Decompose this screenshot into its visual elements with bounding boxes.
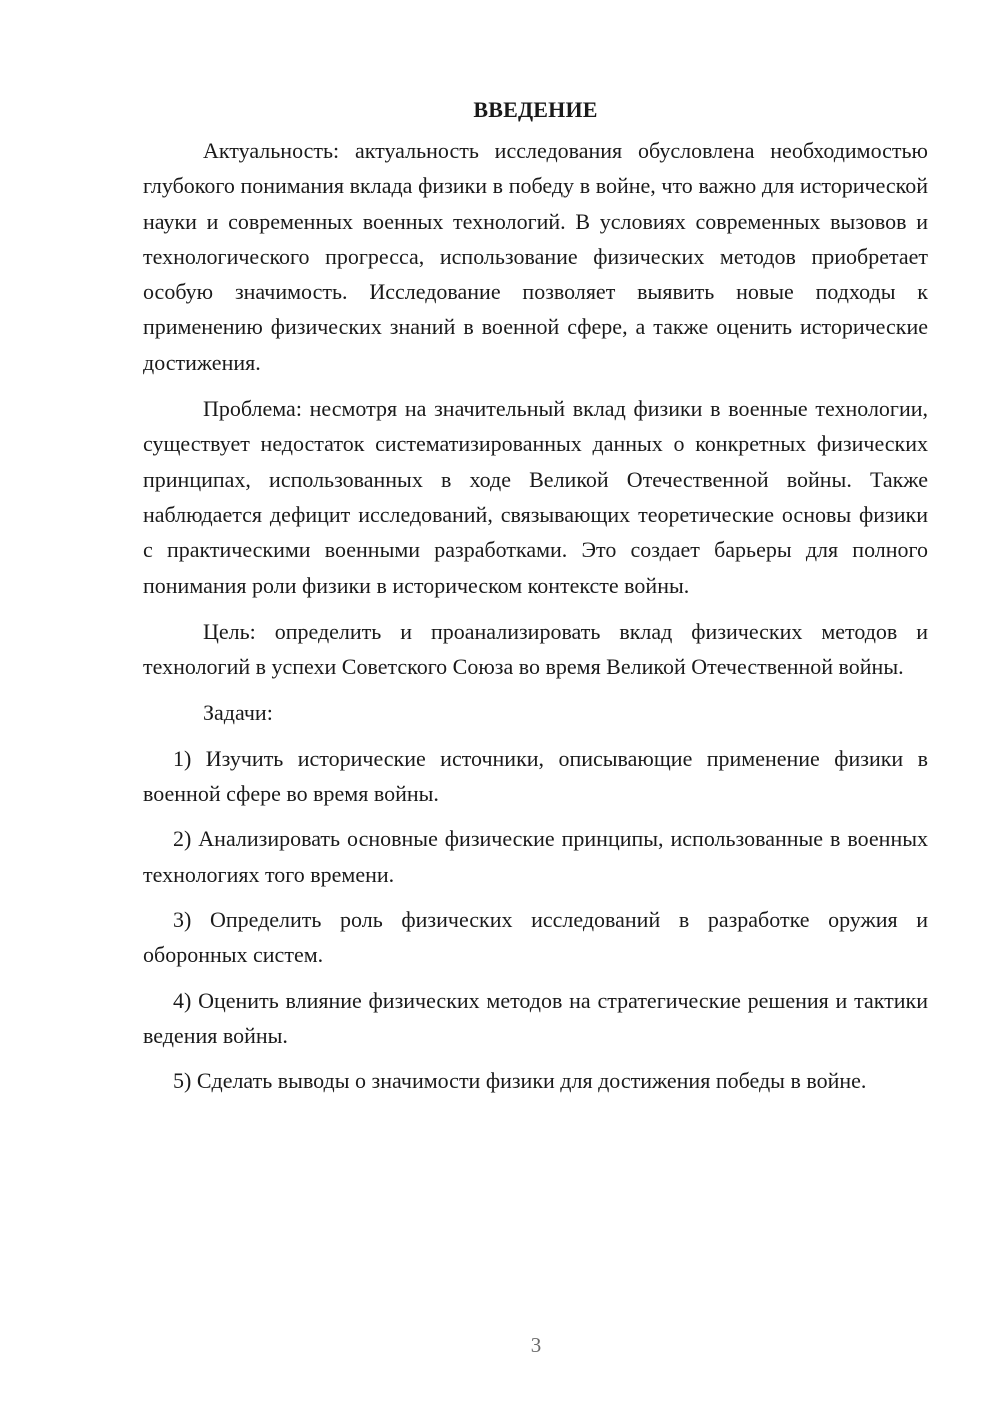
paragraph-relevance: Актуальность: актуальность исследования обусловлена необходимостью глубокого понимания вклада физики в победу в войне, что важно для исторической науки и современных военных технологий. В условиях современных вызовов и технологического прогресса, использование физических методов приобретает особую значимость. Исследование позволяет выявить новые подходы к применению физических знаний в военной сфере, а также оценить исторические достижения. (143, 138, 928, 375)
page-number: 3 (530, 1333, 542, 1357)
task-item: 3) Определить роль физических исследований в разработке оружия и оборонных систем. (143, 906, 928, 968)
section-title: ВВЕДЕНИЕ (473, 97, 598, 122)
paragraph-goal: Цель: определить и проанализировать вклад физических методов и технологий в успехи Советского Союза во время Великой Отечественной войны. (143, 618, 928, 680)
task-list (143, 741, 928, 1099)
page-content (143, 94, 928, 1098)
task-item: 5) Сделать выводы о значимости физики для достижения победы в войне. (173, 1068, 867, 1094)
task-item: 4) Оценить влияние физических методов на стратегические решения и тактики ведения войны. (143, 987, 928, 1048)
paragraph-tasks-heading: Задачи: (203, 700, 273, 726)
task-item: 1) Изучить исторические источники, описывающие применение физики в военной сфере во время войны. (143, 745, 928, 807)
task-item: 2) Анализировать основные физические принципы, использованные в военных технологиях того времени. (143, 826, 928, 887)
paragraph-problem: Проблема: несмотря на значительный вклад физики в военные технологии, существует недостаток систематизированных данных о конкретных физических принципах, использованных в ходе Великой Отечественной войны. Также наблюдается дефицит исследований, связывающих теоретические основы физики с практическими военными разработками. Это создает барьеры для полного понимания роли физики в историческом контексте войны. (143, 396, 928, 598)
